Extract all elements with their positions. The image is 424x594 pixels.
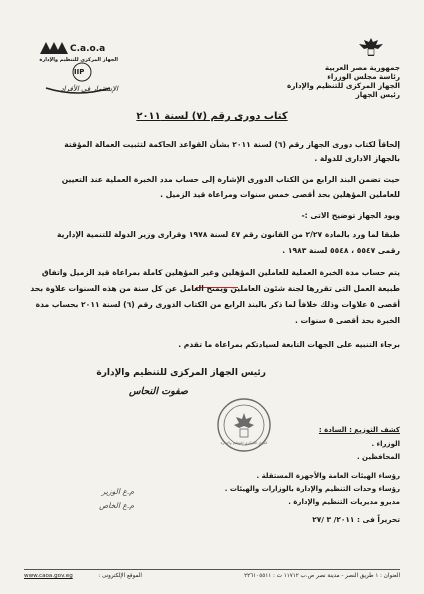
signature-name: صفوت النحاس: [128, 386, 188, 397]
header-line-3: الجهاز المركزى للتنظيم والإدارة: [286, 81, 400, 90]
handwritten-line-2: م.ع الخاص: [99, 501, 134, 510]
logo-badge: IIP: [74, 68, 85, 76]
body-p1-line2: بالجهاز الادارى للدولة .: [314, 154, 400, 163]
distribution-item-3: رؤساء الهيئات العامة والأجهزة المستقلة .: [256, 472, 400, 480]
issue-date: تحريراً فى : ٢٠١١/ ٣ /٢٧: [312, 515, 400, 524]
header-line-4: رئيس الجهاز: [355, 90, 400, 99]
logo-text: C.a.o.a: [70, 44, 106, 54]
footer-site-label: الموقع الإلكترونى :: [98, 573, 142, 579]
body-p3: ويود الجهاز توضيح الاتى :-: [301, 211, 400, 220]
distribution-item-1: الوزراء .: [371, 440, 400, 448]
stamp-text: الجهاز المركزى للتنظيم والإدارة: [220, 441, 268, 445]
handwritten-note: [60, 485, 134, 521]
logo-arabic: الجهاز المركزى للتنظيم والإدارة: [39, 57, 118, 63]
body-p5-line2: طبيعة العمل التى تقررها لجنة شئون العاملين ويمنح العامل عن كل سنة من هذه السنوات علاوة بحد: [30, 284, 400, 293]
body-p2-line1: حيث تضمن البند الرابع من الكتاب الدورى الإشارة إلى حساب مدد الخبرة العملية عند التعيين: [61, 175, 400, 184]
distribution-item-4: رؤساء وحدات التنظيم والإدارة بالوزارات والهيئات .: [224, 485, 400, 493]
footer-website-link[interactable]: www.caoa.gov.eg: [24, 573, 73, 579]
body-p4-line1: طبقا لما ورد بالمادة ٢/٢٧ من القانون رقم ٤٧ لسنة ١٩٧٨ وقرارى وزير الدولة للتنمية الإدارية: [57, 230, 400, 239]
handwritten-line-1: م.ع الوزير: [101, 487, 134, 496]
body-p5-line4: الخبرة بحد أقصى ٥ سنوات .: [295, 316, 400, 325]
body-p5-line1: يتم حساب مدة الخبرة العملية للعاملين المؤهلين وغير المؤهلين كاملة بمراعاة قيد الزميل واتفاق: [41, 268, 400, 277]
caoa-logo: [36, 38, 120, 98]
body-p4-line2: رقمى ٥٥٤٧ ، ٥٥٤٨ لسنة ١٩٨٣ .: [282, 246, 400, 255]
body-p1-line1: إلحاقاً لكتاب دورى الجهاز رقم (٦) لسنة ٢٠١١ بشأن القواعد الحاكمة لتثبيت العمالة المؤقتة: [64, 140, 400, 149]
body-p2-line2: للعاملين المؤهلين بحد أقصى خمس سنوات ومراعاة قيد الزميل .: [160, 190, 400, 199]
distribution-item-5: مديرو مديريات التنظيم والإدارة .: [288, 498, 400, 506]
body-p5-line3: أقصى ٥ علاوات وذلك خلافاً لما ذكر بالبند الرابع من الكتاب الدورى رقم (٦) لسنة ٢٠١١ بحساب مدة: [35, 300, 400, 309]
distribution-heading: كشف التوزيع : السادة :: [318, 426, 400, 434]
document-title: كتاب دورى رقم (٧) لسنة ٢٠١١: [136, 111, 288, 122]
eagle-emblem-icon: [356, 36, 386, 60]
distribution-item-2: المحافظين .: [356, 453, 400, 461]
footer-address: العنوان : ١ طريق النصر - مدينة نصر ص.ب ١١٧١٢ ت : ٢٢٦١٠٥٥١١: [244, 573, 400, 579]
header-line-2: رئاسة مجلس الوزراء: [327, 72, 400, 81]
footer-divider: [24, 569, 400, 570]
header-line-1: جمهورية مصر العربية: [324, 63, 400, 72]
signature-title: رئيس الجهاز المركزى للتنظيم والإدارة: [96, 368, 266, 378]
logo-slogan: الإستثمار فى الأفراد: [60, 85, 118, 93]
body-p6: برجاء التنبيه على الجهات التابعة لسيادتكم بمراعاة ما تقدم .: [178, 340, 400, 349]
